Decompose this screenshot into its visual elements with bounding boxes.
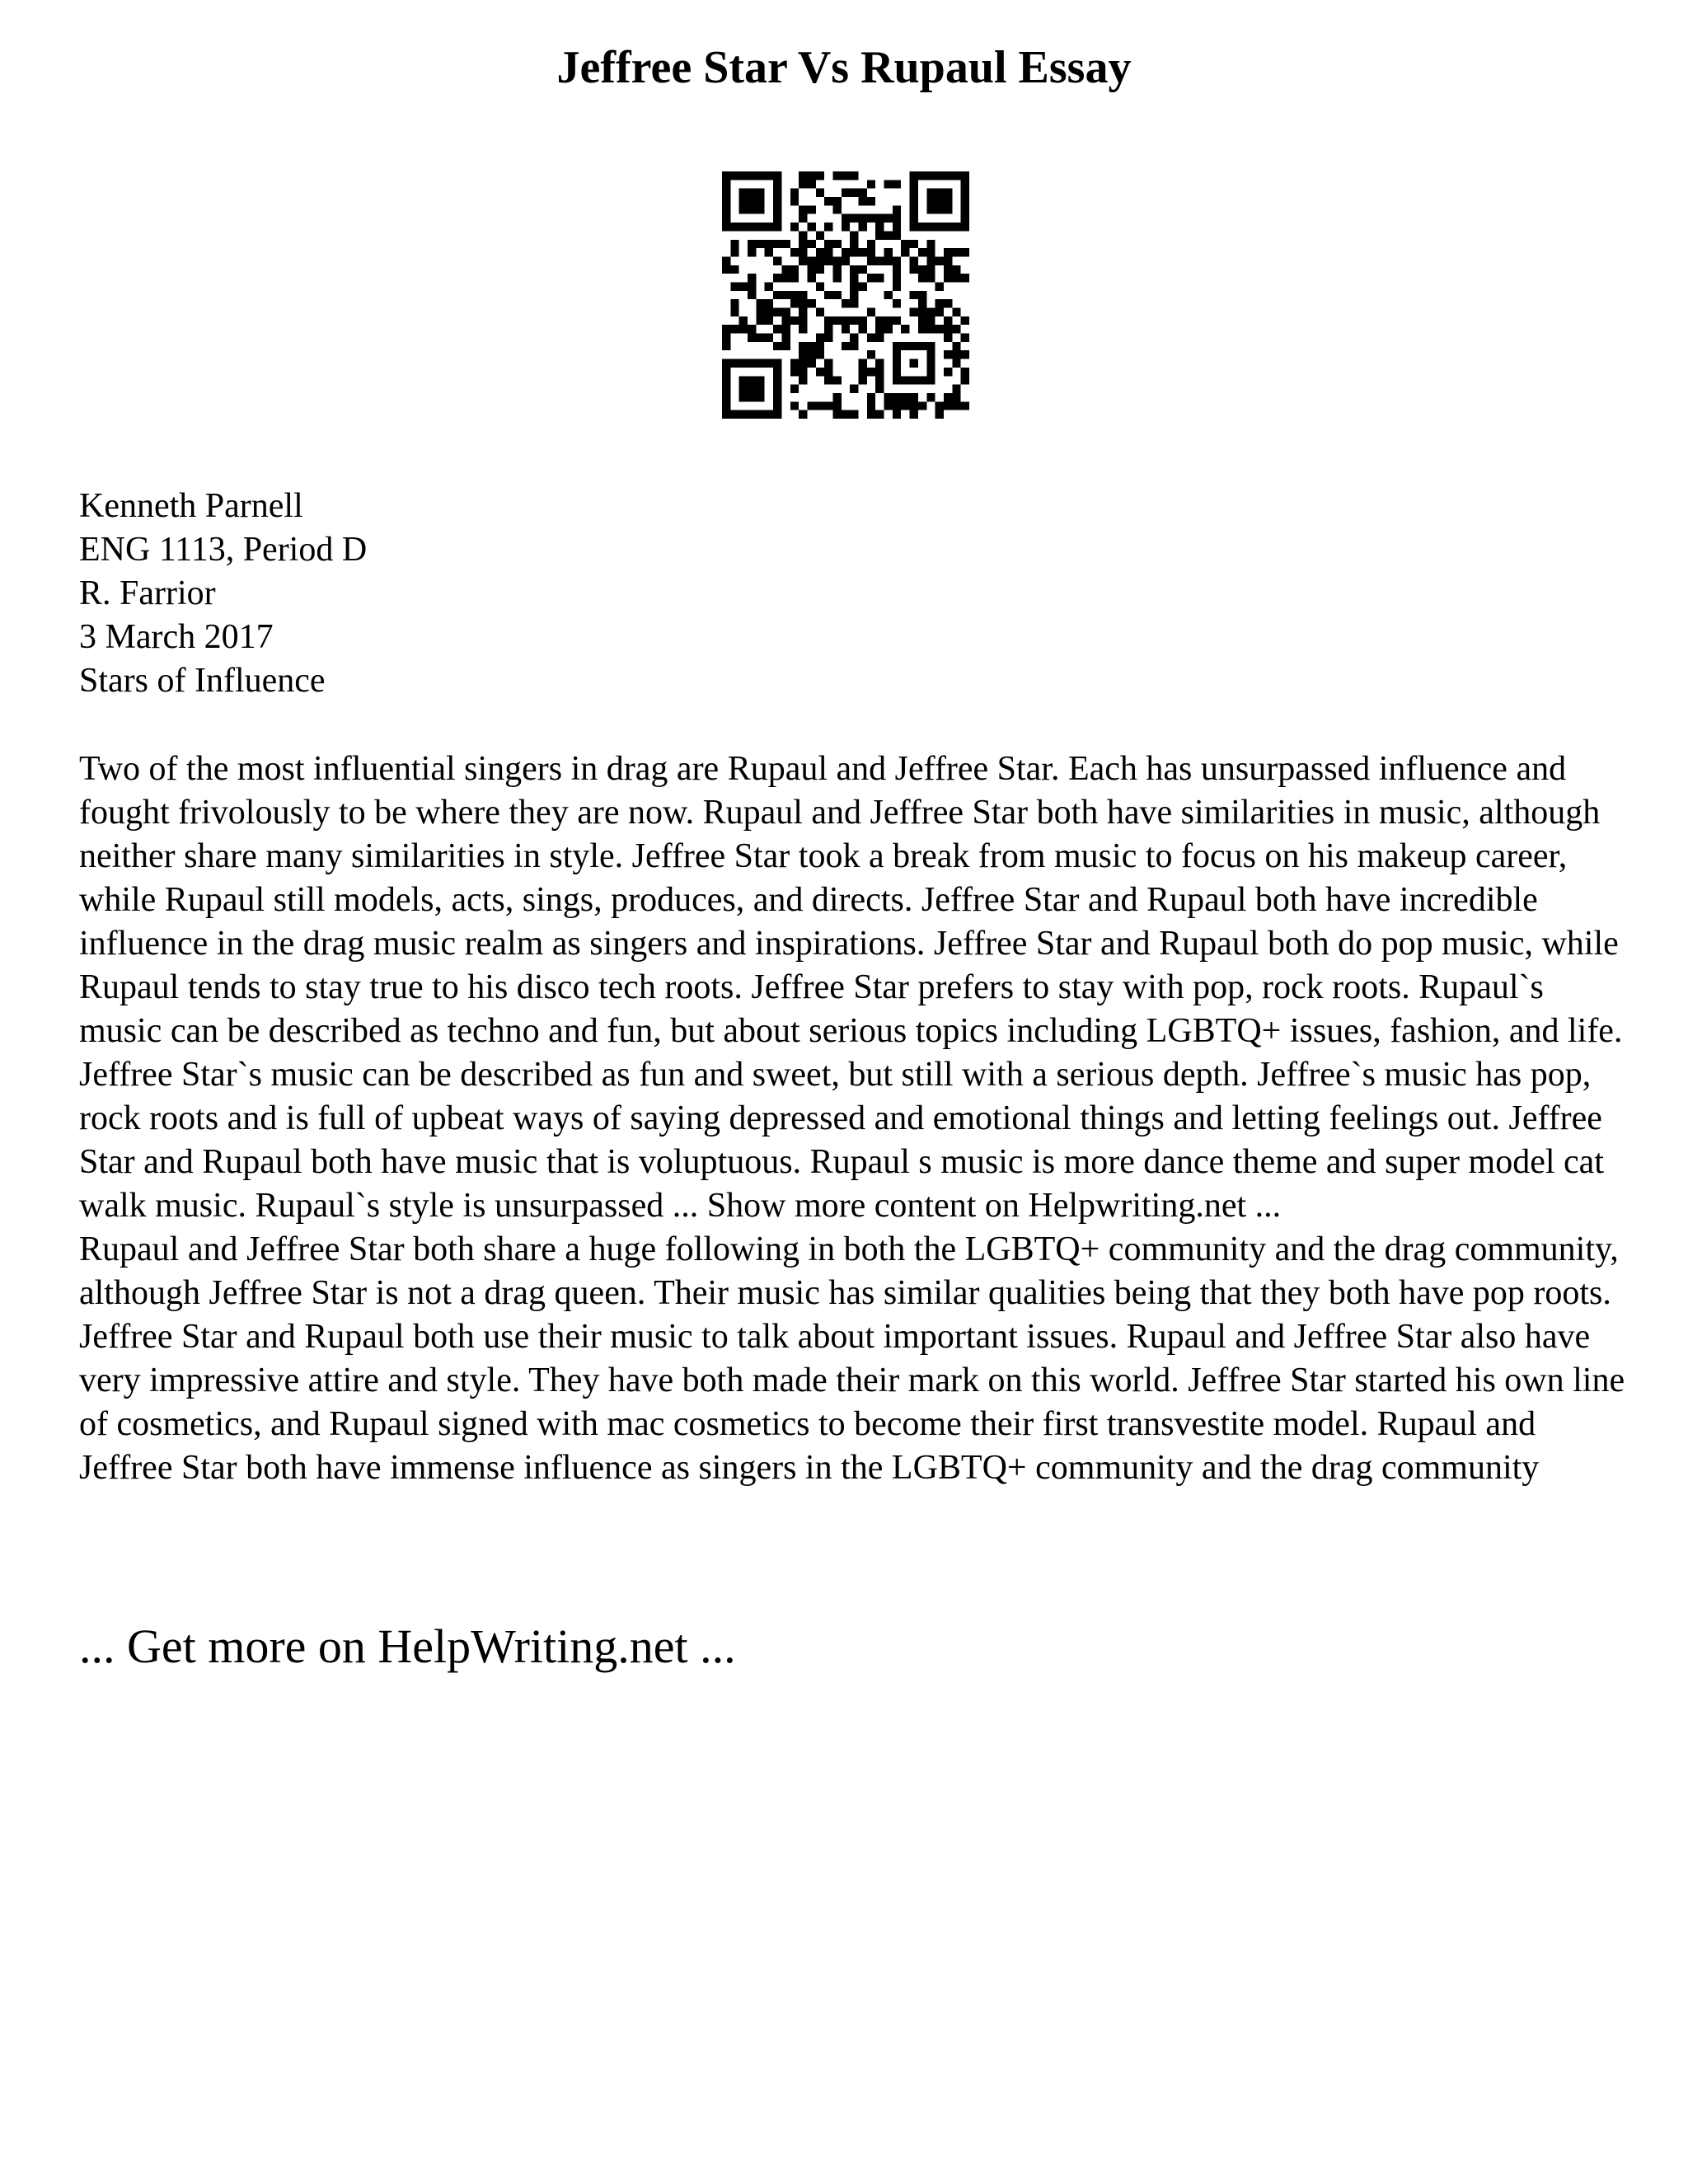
- essay-title: Stars of Influence: [79, 662, 326, 700]
- essay-date: 3 March 2017: [79, 618, 274, 656]
- instructor-name: R. Farrior: [79, 574, 216, 612]
- paragraph-1: Two of the most influential singers in drag are Rupaul and Jeffree Star. Each has unsurpassed influence and fought frivolously to be where they are now. Rupaul and Jeffree Star both have similarities in music, although neither share many similarities in style. Jeffree Star took a break from music to focus on his makeup career, while Rupaul still models, acts, sings, produces, and directs. Jeffree Star and Rupaul both have incredible influence in the drag music realm as singers and inspirations. Jeffree Star and Rupaul both do pop music, while Rupaul tends to stay true to his disco tech roots. Jeffree Star prefers to stay with pop, rock roots. Rupaul`s music can be described as techno and fun, but about serious topics including LGBTQ+ issues, fashion, and life. Jeffree Star`s music can be described as fun and sweet, but still with a serious depth. Jeffree`s music has pop, rock roots and is full of upbeat ways of saying depressed and emotional things and letting feelings out. Jeffree Star and Rupaul both have music that is voluptuous. Rupaul s music is more dance theme and super model cat walk music. Rupaul`s style is unsurpassed ... Show more content on Helpwriting.net ...: [79, 750, 1623, 1225]
- qr-code-icon: [722, 171, 969, 419]
- document-title: Jeffree Star Vs Rupaul Essay: [556, 42, 1132, 93]
- essay-body: [79, 748, 1629, 1490]
- get-more-link[interactable]: ... Get more on HelpWriting.net ...: [79, 1619, 736, 1673]
- author-name: Kenneth Parnell: [79, 487, 303, 525]
- essay-header: [79, 485, 986, 703]
- course-info: ENG 1113, Period D: [79, 531, 368, 569]
- paragraph-2: Rupaul and Jeffree Star both share a huge following in both the LGBTQ+ community and the drag community, although Jeffree Star is not a drag queen. Their music has similar qualities being that they both have pop roots. Jeffree Star and Rupaul both use their music to talk about important issues. Rupaul and Jeffree Star also have very impressive attire and style. They have both made their mark on this world. Jeffree Star started his own line of cosmetics, and Rupaul signed with mac cosmetics to become their first transvestite model. Rupaul and Jeffree Star both have immense influence as singers in the LGBTQ+ community and the drag community: [79, 1230, 1625, 1487]
